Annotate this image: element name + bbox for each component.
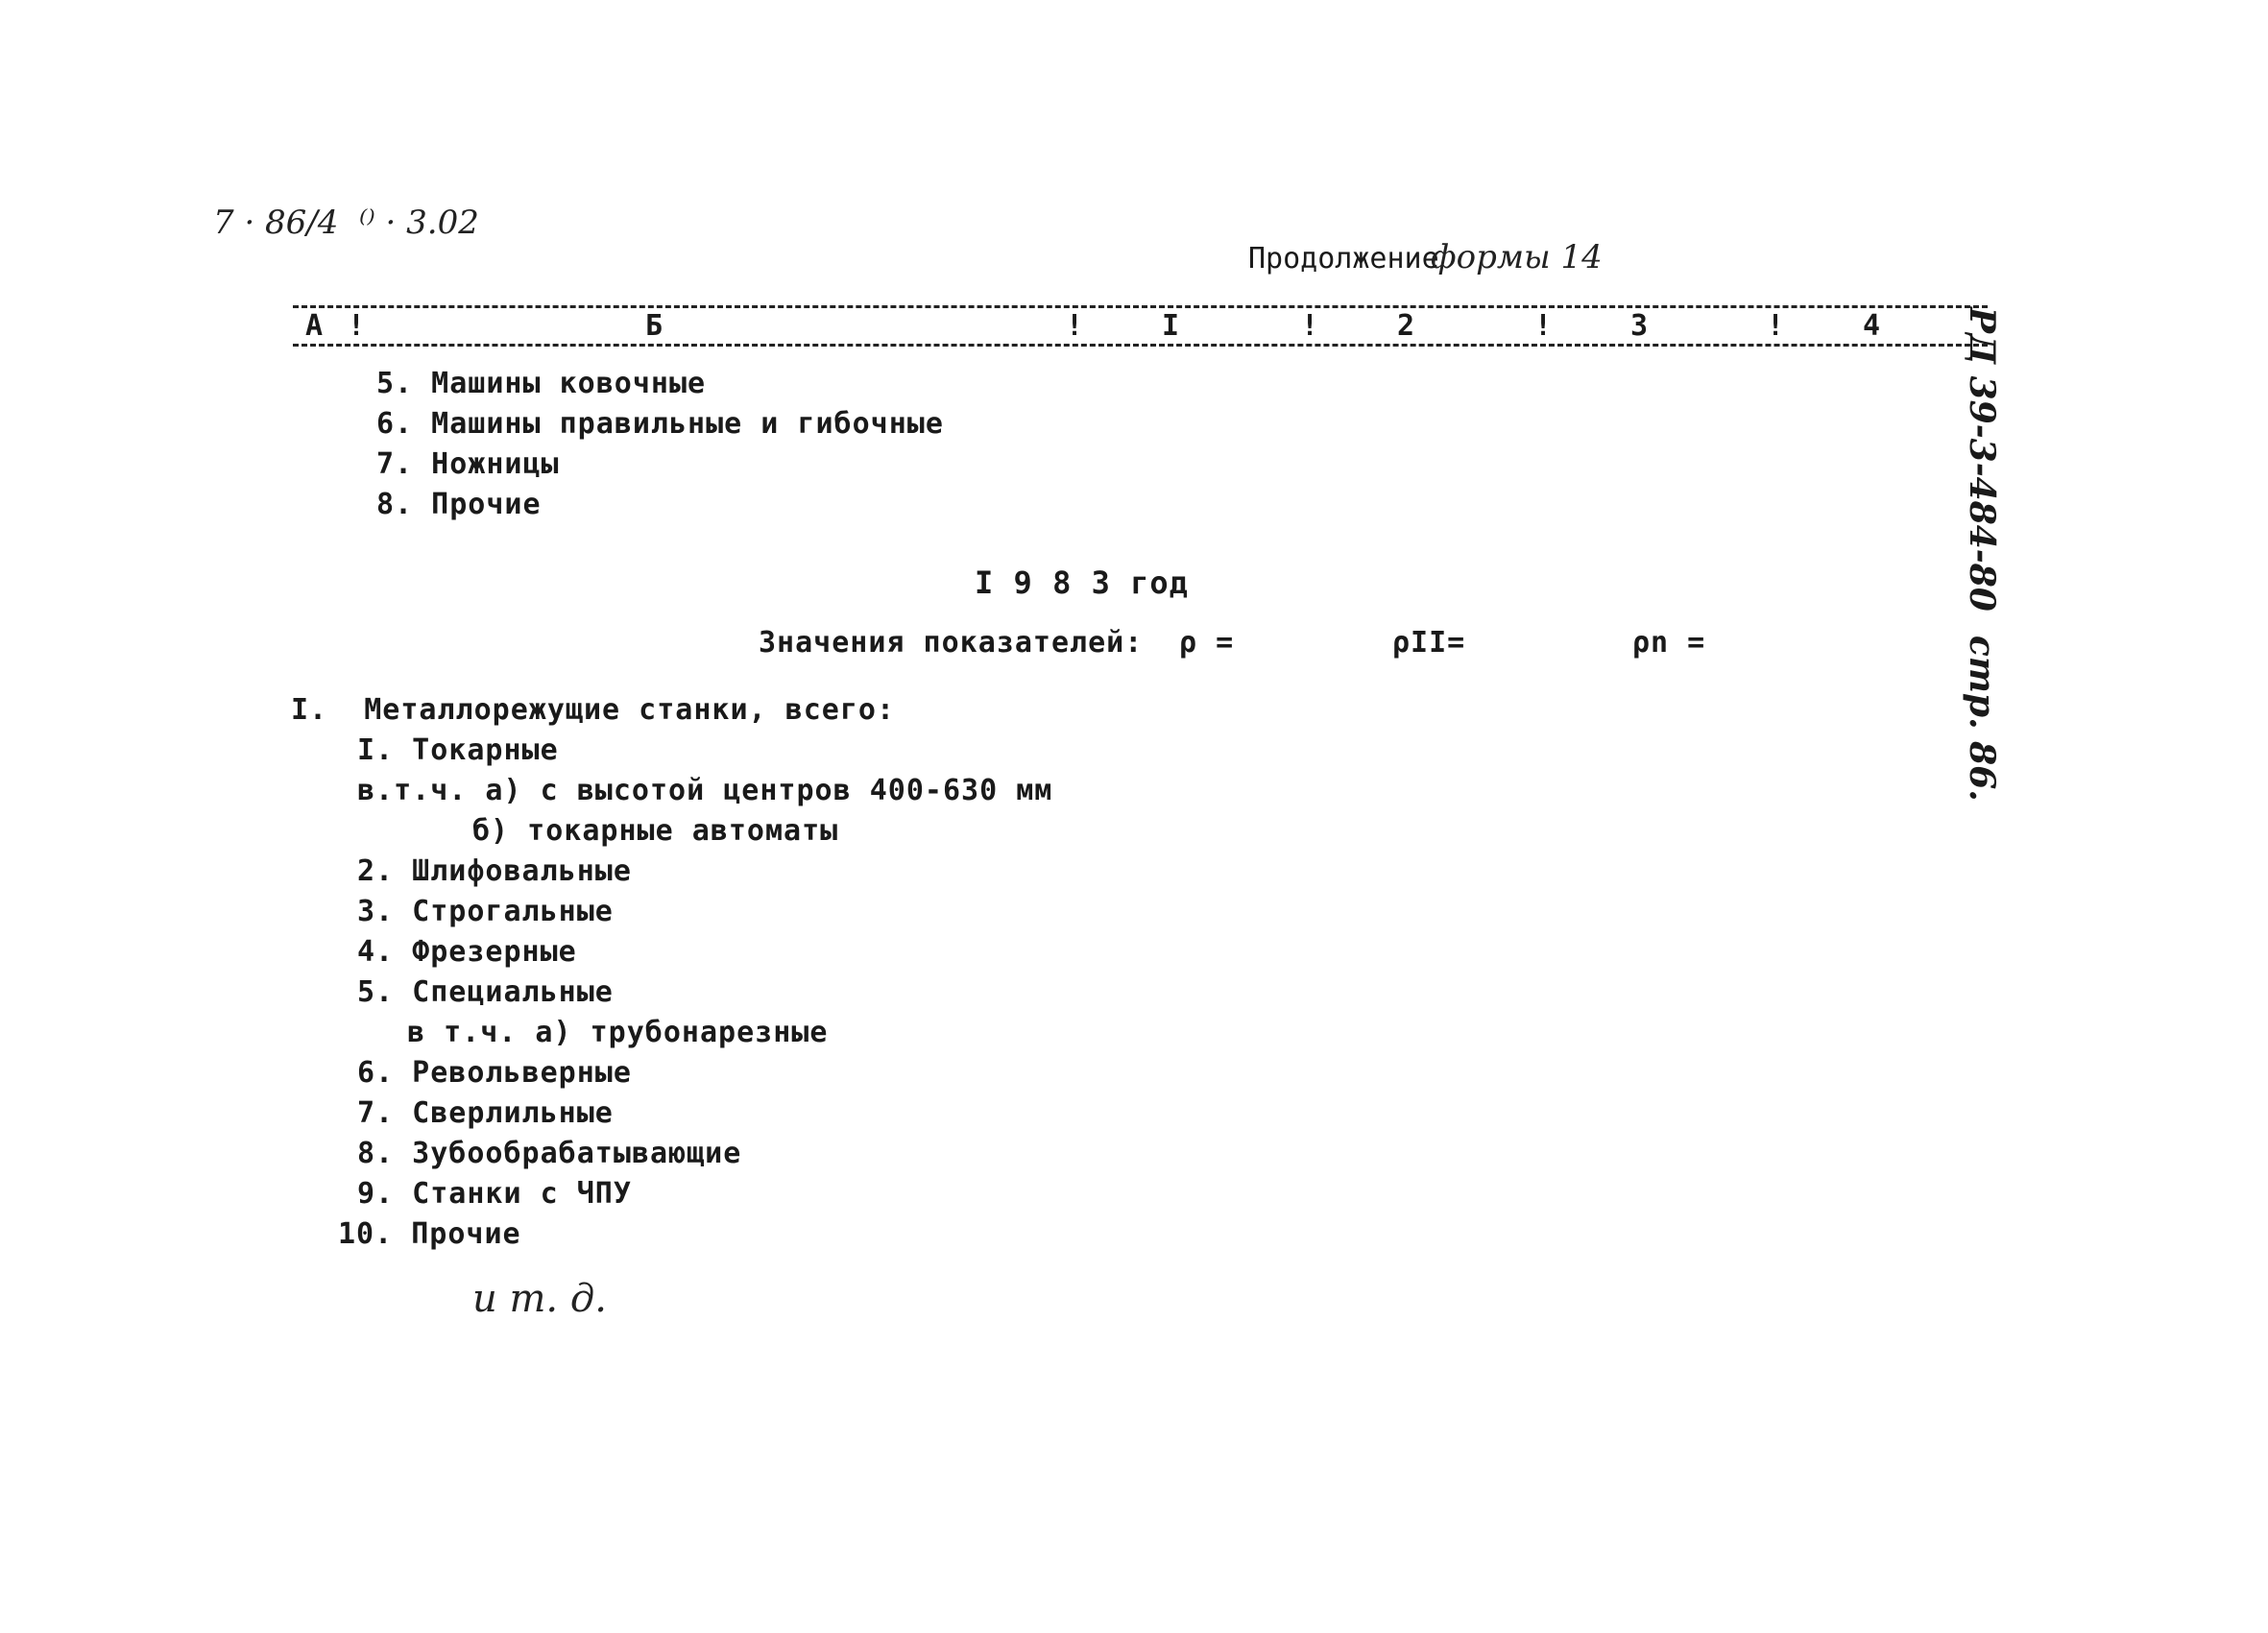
year-heading: I 9 8 3 год	[975, 564, 1189, 601]
header-col-1: I	[1162, 309, 1180, 343]
list-item: 8. Прочие	[376, 488, 542, 521]
list-item: 10. Прочие	[338, 1217, 521, 1251]
list-item: 7. Сверлильные	[357, 1096, 614, 1130]
header-col-3: 3	[1630, 309, 1649, 343]
header-separator: !	[1066, 309, 1084, 343]
list-item: 6. Револьверные	[357, 1056, 632, 1090]
header-separator: !	[1534, 309, 1553, 343]
list-item: 5. Специальные	[357, 975, 614, 1009]
continuation-handwritten: формы 14	[1431, 238, 1603, 276]
indicator-rho-n: ρn =	[1632, 626, 1706, 660]
side-document-reference: РД 39-3-484-80 стр. 86.	[1962, 307, 2002, 802]
list-item: 6. Машины правильные и гибочные	[376, 407, 944, 441]
list-item: I. Токарные	[357, 733, 559, 767]
header-separator: !	[1767, 309, 1785, 343]
indicator-rho: ρ =	[1179, 626, 1235, 660]
header-col-b: Б	[645, 309, 664, 343]
corner-handwritten-note: 7 · 86/4 ⁽⁾ · 3.02	[213, 204, 479, 242]
continuation-label: Продолжение	[1248, 242, 1439, 276]
list-item: 4. Фрезерные	[357, 935, 577, 969]
header-col-a: А	[305, 309, 324, 343]
indicator-rho-ii: ρII=	[1392, 626, 1466, 660]
list-item: 8. Зубообрабатывающие	[357, 1137, 742, 1170]
list-item: в т.ч. а) трубонарезные	[407, 1016, 829, 1049]
list-item: 7. Ножницы	[376, 447, 560, 481]
list-item: в.т.ч. а) с высотой центров 400-630 мм	[357, 774, 1053, 807]
indicators-label: Значения показателей:	[759, 626, 1144, 660]
header-separator: !	[348, 309, 366, 343]
list-item: 9. Станки с ЧПУ	[357, 1177, 632, 1211]
handwritten-ending: и т. д.	[472, 1277, 607, 1321]
header-col-4: 4	[1863, 309, 1881, 343]
header-separator: !	[1301, 309, 1319, 343]
header-top-rule	[293, 305, 1988, 308]
list-section-heading: I. Металлорежущие станки, всего:	[291, 693, 896, 727]
list-item: 3. Строгальные	[357, 895, 614, 928]
header-bottom-rule	[293, 344, 1988, 347]
list-item: б) токарные автоматы	[472, 814, 839, 848]
header-col-2: 2	[1397, 309, 1415, 343]
list-item: 5. Машины ковочные	[376, 367, 707, 400]
list-item: 2. Шлифовальные	[357, 854, 632, 888]
